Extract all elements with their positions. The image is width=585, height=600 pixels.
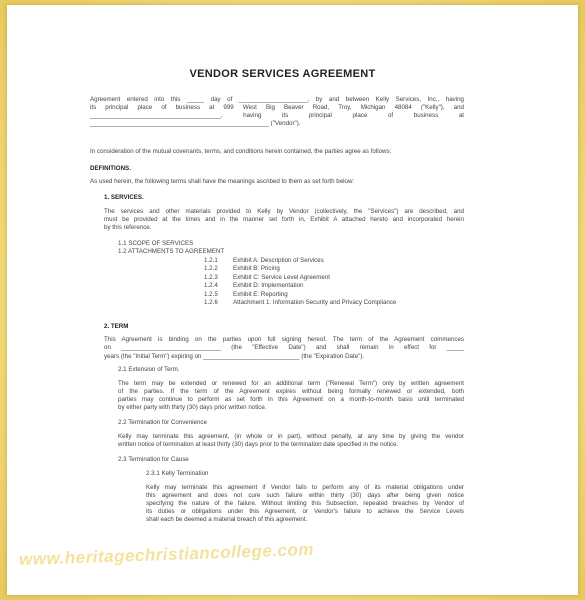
exhibit-number: 1.2.1 xyxy=(204,257,218,264)
definitions-text: As used herein, the following terms shall have the meanings ascribed to them as set forth below: xyxy=(90,178,355,185)
exhibit-label: Exhibit A: Description of Services xyxy=(233,257,324,264)
intro-line: Agreement entered into this _____ day of ____________________, by and between Kelly Services, Inc., having xyxy=(90,96,464,103)
section-2-line: This Agreement is binding on the parties upon full signing hereof. The term of the Agreement commences xyxy=(104,336,464,343)
section-2-heading: 2. TERM xyxy=(104,323,129,330)
intro-line: ______________________________________, having its principal place of business at xyxy=(90,112,464,119)
exhibit-label: Exhibit E: Reporting xyxy=(233,291,288,298)
exhibit-label: Attachment 1: Information Security and Privacy Compliance xyxy=(233,299,397,306)
exhibit-label: Exhibit C: Service Level Agreement xyxy=(233,274,330,281)
exhibit-number: 1.2.2 xyxy=(204,265,218,272)
subsection-2-2-line: written notice of termination at least thirty (30) days prior to the termination date specified in the notice. xyxy=(118,441,399,448)
subsection-2-1-heading: 2.1 Extension of Term. xyxy=(118,366,180,373)
subsection-2-3-1-line: specifying the nature of the failure. Without limiting this Subsection, repeated breaches by Vendor of xyxy=(146,500,464,507)
consideration-text: In consideration of the mutual covenants, terms, and conditions herein contained, the parties agree as follows: xyxy=(90,148,392,155)
subsection-2-2-heading: 2.2 Termination for Convenience xyxy=(118,419,207,426)
section-2-line: years (the "Initial Term") expiring on ____________________________ (the "Expiration Date"). xyxy=(104,353,365,360)
exhibit-number: 1.2.3 xyxy=(204,274,218,281)
exhibit-label: Exhibit D: Implementation xyxy=(233,282,304,289)
exhibit-number: 1.2.4 xyxy=(204,282,218,289)
section-1-line: by this reference. xyxy=(104,224,152,231)
intro-line: ____________________________________________________ ("Vendor"). xyxy=(90,120,301,127)
exhibit-number: 1.2.6 xyxy=(204,299,218,306)
watermark: www.heritagechristiancollege.com xyxy=(18,539,315,570)
subsection-2-3-1-line: its duties or obligations under this Agreement, or Vendor's failure to achieve the Service Levels xyxy=(146,508,464,515)
subsection-2-1-line: of the parties. If the term of the Agreement expires without being formally renewed or extended, both xyxy=(118,388,464,395)
section-2-line: on _____________________________ (the "Effective Date") and shall remain in effect for _____ xyxy=(104,344,464,351)
section-1-line: The services and other materials provided to Kelly by Vendor (collectively, the "Services") are described, and xyxy=(104,208,464,215)
subsection-2-1-line: by either party with thirty (30) days prior written notice. xyxy=(118,404,267,411)
section-1-heading: 1. SERVICES. xyxy=(104,194,144,201)
intro-line: its principal place of business at 999 West Big Beaver Road, Troy, Michigan 48084 ("Kelly"), and xyxy=(90,104,464,111)
exhibit-number: 1.2.5 xyxy=(204,291,218,298)
exhibit-label: Exhibit B: Pricing xyxy=(233,265,280,272)
subsection-2-1-line: parties may continue to perform as set forth in this Agreement on a month-to-month basis until terminated xyxy=(118,396,464,403)
section-1-line: must be provided at the times and in the manner set forth in, Exhibit A attached hereto and incorporated herein xyxy=(104,216,464,223)
subsection-2-3-1-line: this agreement and does not cure such failure within thirty (30) days after being given notice xyxy=(146,492,464,499)
document-page xyxy=(7,5,578,595)
definitions-heading: DEFINITIONS. xyxy=(90,165,131,172)
document-title: VENDOR SERVICES AGREEMENT xyxy=(189,68,376,80)
subsection-2-3-1-line: Kelly may terminate this agreement if Vendor fails to perform any of its material obligations under xyxy=(146,484,464,491)
subsection-2-3-1-line: shall each be deemed a material breach of this agreement. xyxy=(146,516,308,523)
subsection-2-1-line: The term may be extended or renewed for an additional term ("Renewal Term") only by written agreement xyxy=(118,380,464,387)
subsection-2-3-1-heading: 2.3.1 Kelly Termination xyxy=(146,470,209,477)
subsection-1-1: 1.1 SCOPE OF SERVICES xyxy=(118,240,194,247)
subsection-1-2: 1.2 ATTACHMENTS TO AGREEMENT xyxy=(118,248,225,255)
subsection-2-3-heading: 2.3 Termination for Cause xyxy=(118,456,189,463)
subsection-2-2-line: Kelly may terminate this agreement, (in whole or in part), without penalty, at any time by giving the vendor xyxy=(118,433,464,440)
